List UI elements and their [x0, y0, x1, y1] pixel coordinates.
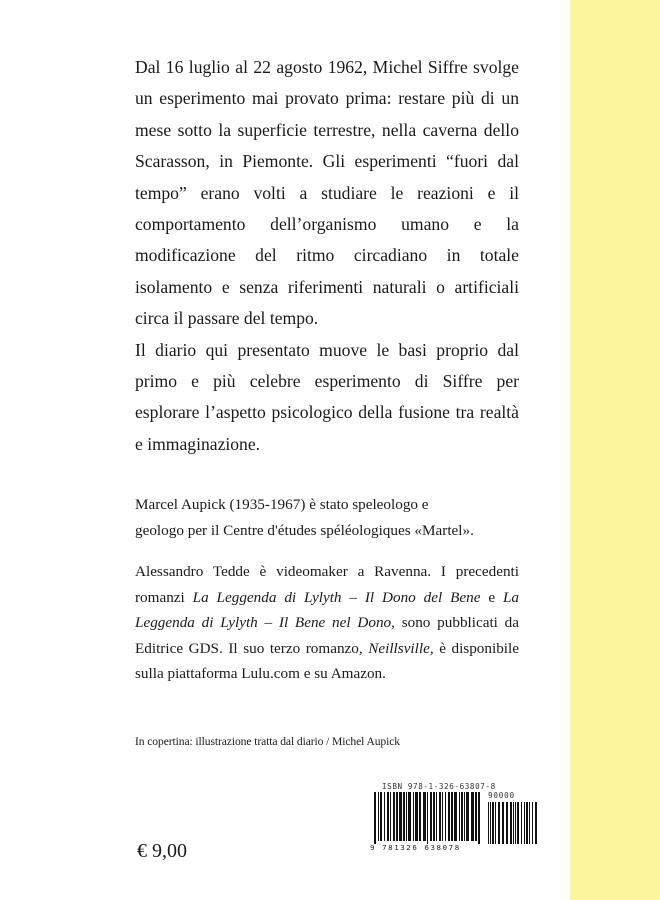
barcode-bar [399, 792, 402, 841]
barcode-bar [448, 792, 450, 841]
barcode-bar [380, 792, 382, 841]
barcode-bar [451, 792, 453, 841]
isbn-barcode [368, 782, 542, 856]
barcode-bar [430, 792, 432, 841]
author-bios [135, 492, 519, 687]
addon-bar [506, 802, 508, 844]
tedde-bio-conj: e [480, 588, 503, 606]
barcode-bar [415, 792, 418, 841]
addon-bar [513, 802, 514, 844]
book-title-1: La Leggenda di Lylyth – Il Dono del Bene [192, 588, 481, 606]
aupick-bio-line-1: Marcel Aupick (1935-1967) è stato speleologo e [135, 496, 429, 513]
barcode-bar [387, 792, 389, 841]
barcode-bar [454, 792, 457, 841]
barcode-bar [436, 792, 437, 841]
barcode-bar [475, 792, 477, 841]
addon-bar [524, 802, 525, 844]
price: € 9,00 [137, 840, 187, 862]
barcode-bar [478, 792, 480, 844]
barcode-bar [466, 792, 469, 841]
barcode-bar [396, 792, 398, 841]
barcode-bar [390, 792, 391, 841]
tedde-bio-end: , è disponibile sulla piattaforma Lulu.com e su Amazon. [135, 639, 519, 682]
barcode-bar [442, 792, 443, 841]
barcode-bar [419, 792, 421, 841]
addon-bar [495, 802, 496, 844]
addon-bar [521, 802, 522, 844]
barcode-bar [403, 792, 405, 841]
addon-bar [532, 802, 533, 844]
blurb-paragraph-1: Dal 16 luglio al 22 agosto 1962, Michel Siffre svolge un esperimento mai provato prima: restare più di un mese sotto la superficie terrestre, nella caverna dello Scarasson, in Piemonte. Gli esperimenti “fuori dal tempo” erano volti a studiare le reazioni e il comportamento dell’organismo umano e la modificazione del ritmo circadiano in totale isolamento e senza riferimenti naturali o artificiali circa il passare del tempo. [135, 57, 519, 329]
spine-color-strip [570, 0, 660, 900]
barcode-bar [406, 792, 407, 841]
addon-bar [510, 802, 512, 844]
isbn-text: ISBN 978-1-326-63807-8 [382, 782, 496, 791]
addon-code: 90000 [488, 791, 515, 800]
barcode-bar [439, 792, 441, 841]
barcode-bar [384, 792, 385, 841]
tedde-bio-intro: Alessandro Tedde è videomaker a Ravenna. I precedenti romanzi [135, 563, 519, 606]
addon-bar [515, 802, 516, 844]
aupick-bio-line-2: geologo per il Centre d'études spéléologiques «Martel». [135, 521, 474, 539]
barcode-bar [413, 792, 414, 841]
addon-bar [498, 802, 500, 844]
addon-bar [490, 802, 491, 844]
addon-bar [488, 802, 489, 844]
barcode-bar [374, 792, 376, 844]
addon-bar [517, 802, 519, 844]
tedde-bio [135, 559, 519, 687]
addon-bar [526, 802, 528, 844]
barcode-bar [459, 792, 460, 841]
tedde-bio-mid: , sono pubblicati da Editrice GDS. Il suo terzo romanzo, [135, 614, 520, 657]
barcode-bar [408, 792, 411, 841]
back-cover-blurb [135, 52, 519, 460]
book-title-2: La Leggenda di Lylyth – Il Bene nel Dono [135, 588, 519, 631]
barcode-bar [464, 792, 465, 841]
barcode-bar [433, 792, 435, 841]
barcode-bar [423, 792, 426, 841]
addon-bar [529, 802, 530, 844]
barcode-bar [378, 792, 379, 841]
addon-bar [492, 802, 494, 844]
barcode-bar [427, 792, 428, 844]
barcode-bar [393, 792, 395, 841]
aupick-bio [135, 492, 519, 543]
ean-digits: 9 781326 638078 [370, 843, 461, 852]
cover-credit: In copertina: illustrazione tratta dal diario / Michel Aupick [135, 735, 400, 748]
book-title-3: Neillsville [368, 639, 430, 657]
barcode-bars [368, 792, 542, 844]
addon-bar [502, 802, 504, 844]
blurb-paragraph-2: Il diario qui presentato muove le basi proprio dal primo e più celebre esperimento di Siffre per esplorare l’aspetto psicologico della fusione tra realtà e immaginazione. [135, 339, 519, 454]
addon-bar [535, 802, 537, 844]
barcode-bar [445, 792, 446, 841]
barcode-bar [461, 792, 463, 841]
barcode-bar [471, 792, 474, 841]
